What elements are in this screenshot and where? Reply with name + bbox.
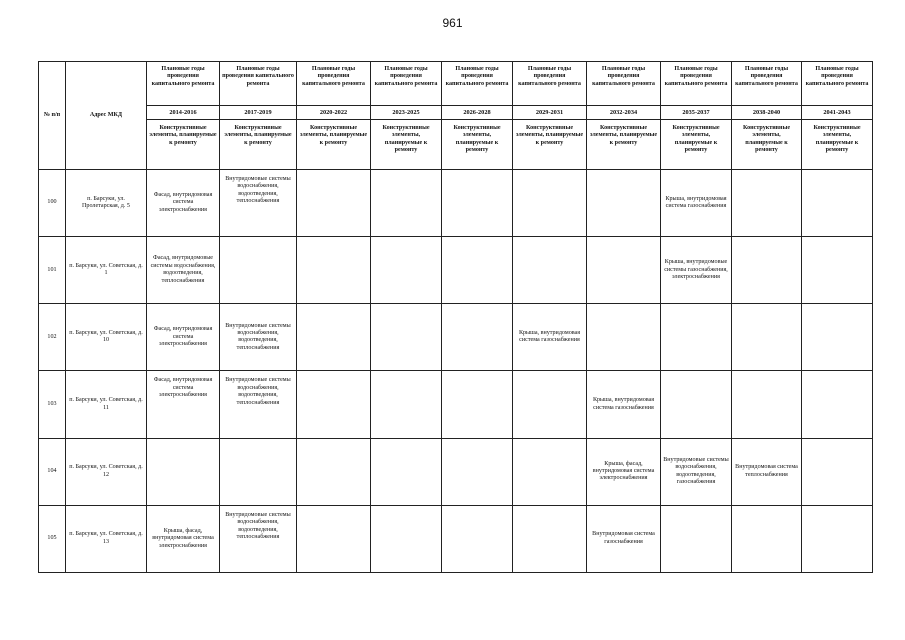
table-row [39, 304, 873, 371]
elements-header: Конструктивные элементы, планируемые к ремонту [587, 120, 661, 170]
page-number: 961 [442, 16, 463, 30]
repair-elements-cell: Крыша, внутридомовая система газоснабжения [513, 304, 587, 371]
repair-elements-cell: Внутридомовая система газоснабжения [587, 505, 661, 572]
table-row [39, 237, 873, 304]
repair-elements-cell [442, 371, 513, 438]
repair-elements-cell [661, 505, 732, 572]
period-years: 2020-2022 [297, 106, 371, 120]
header-row-period-titles [39, 62, 873, 106]
repair-elements-cell [732, 371, 802, 438]
period-years: 2017-2019 [220, 106, 297, 120]
repair-elements-cell: Фасад, внутридомовая система электроснабжения [147, 170, 220, 237]
repair-elements-cell [442, 505, 513, 572]
header-number: № п/п [39, 62, 66, 170]
repair-elements-cell [732, 505, 802, 572]
repair-elements-cell [587, 304, 661, 371]
repair-elements-cell [297, 170, 371, 237]
repair-elements-cell: Крыша, фасад, внутридомовая система электроснабжения [587, 438, 661, 505]
elements-header: Конструктивные элементы, планируемые к ремонту [802, 120, 873, 170]
repair-elements-cell: Внутридомовая система теплоснабжения [732, 438, 802, 505]
period-title: Плановые годы проведения капитального ремонта [802, 62, 873, 106]
repair-elements-cell: Внутридомовые системы водоснабжения, водоотведения, теплоснабжения [220, 371, 297, 438]
row-address: п. Барсуки, ул. Пролетарская, д. 5 [66, 170, 147, 237]
row-number: 100 [39, 170, 66, 237]
period-title: Плановые годы проведения капитального ремонта [220, 62, 297, 106]
period-title: Плановые годы проведения капитального ремонта [732, 62, 802, 106]
repair-elements-cell: Внутридомовые системы водоснабжения, водоотведения, теплоснабжения [220, 170, 297, 237]
table-row [39, 505, 873, 572]
row-number: 104 [39, 438, 66, 505]
repair-elements-cell: Фасад, внутридомовая система электроснабжения [147, 371, 220, 438]
header-row-years [39, 106, 873, 120]
repair-elements-cell [220, 438, 297, 505]
row-address: п. Барсуки, ул. Советская, д. 13 [66, 505, 147, 572]
repair-elements-cell [802, 237, 873, 304]
repair-elements-cell [371, 170, 442, 237]
repair-elements-cell [371, 237, 442, 304]
repair-elements-cell: Крыша, внутридомовая система газоснабжения [661, 170, 732, 237]
period-years: 2029-2031 [513, 106, 587, 120]
period-title: Плановые годы проведения капитального ремонта [587, 62, 661, 106]
repair-elements-cell [587, 237, 661, 304]
repair-elements-cell: Внутридомовые системы водоснабжения, водоотведения, теплоснабжения [220, 505, 297, 572]
repair-elements-cell [371, 371, 442, 438]
repair-elements-cell: Внутридомовые системы водоснабжения, водоотведения, газоснабжения [661, 438, 732, 505]
repair-elements-cell [297, 304, 371, 371]
repair-elements-cell [513, 438, 587, 505]
period-years: 2041-2043 [802, 106, 873, 120]
repair-elements-cell: Фасад, внутридомовые системы водоснабжения, водоотведения, теплоснабжения [147, 237, 220, 304]
repair-elements-cell [371, 505, 442, 572]
row-address: п. Барсуки, ул. Советская, д. 11 [66, 371, 147, 438]
row-number: 102 [39, 304, 66, 371]
elements-header: Конструктивные элементы, планируемые к ремонту [442, 120, 513, 170]
row-address: п. Барсуки, ул. Советская, д. 1 [66, 237, 147, 304]
repair-elements-cell [297, 438, 371, 505]
capital-repair-plan-table [38, 61, 873, 573]
repair-elements-cell [661, 304, 732, 371]
repair-elements-cell [371, 438, 442, 505]
table-row [39, 438, 873, 505]
row-address: п. Барсуки, ул. Советская, д. 12 [66, 438, 147, 505]
table-row [39, 170, 873, 237]
repair-elements-cell: Внутридомовые системы водоснабжения, водоотведения, теплоснабжения [220, 304, 297, 371]
repair-elements-cell [513, 170, 587, 237]
elements-header: Конструктивные элементы, планируемые к ремонту [732, 120, 802, 170]
repair-elements-cell [442, 438, 513, 505]
repair-elements-cell [587, 170, 661, 237]
header-address: Адрес МКД [66, 62, 147, 170]
repair-elements-cell [442, 304, 513, 371]
row-address: п. Барсуки, ул. Советская, д. 10 [66, 304, 147, 371]
repair-elements-cell [802, 170, 873, 237]
repair-elements-cell [802, 371, 873, 438]
period-title: Плановые годы проведения капитального ремонта [513, 62, 587, 106]
period-years: 2026-2028 [442, 106, 513, 120]
repair-elements-cell [147, 438, 220, 505]
period-years: 2032-2034 [587, 106, 661, 120]
repair-elements-cell: Крыша, внутридомовая система газоснабжения [587, 371, 661, 438]
repair-elements-cell [513, 505, 587, 572]
repair-elements-cell [220, 237, 297, 304]
repair-elements-cell [297, 237, 371, 304]
elements-header: Конструктивные элементы, планируемые к ремонту [297, 120, 371, 170]
repair-elements-cell [732, 304, 802, 371]
period-title: Плановые годы проведения капитального ремонта [442, 62, 513, 106]
period-title: Плановые годы проведения капитального ремонта [371, 62, 442, 106]
period-years: 2023-2025 [371, 106, 442, 120]
repair-elements-cell [442, 170, 513, 237]
elements-header: Конструктивные элементы, планируемые к ремонту [147, 120, 220, 170]
repair-elements-cell [513, 371, 587, 438]
repair-elements-cell [802, 505, 873, 572]
table-row [39, 371, 873, 438]
period-title: Плановые годы проведения капитального ремонта [147, 62, 220, 106]
header-row-elements [39, 120, 873, 170]
repair-elements-cell [442, 237, 513, 304]
elements-header: Конструктивные элементы, планируемые к ремонту [661, 120, 732, 170]
repair-elements-cell: Крыша, фасад, внутридомовая система электроснабжения [147, 505, 220, 572]
row-number: 105 [39, 505, 66, 572]
repair-elements-cell [802, 304, 873, 371]
repair-elements-cell [297, 371, 371, 438]
period-years: 2035-2037 [661, 106, 732, 120]
period-years: 2038-2040 [732, 106, 802, 120]
repair-elements-cell [732, 237, 802, 304]
repair-elements-cell [513, 237, 587, 304]
repair-elements-cell [732, 170, 802, 237]
elements-header: Конструктивные элементы, планируемые к ремонту [371, 120, 442, 170]
period-title: Плановые годы проведения капитального ремонта [661, 62, 732, 106]
repair-elements-cell [297, 505, 371, 572]
repair-elements-cell: Крыша, внутридомовые системы газоснабжения, электроснабжения [661, 237, 732, 304]
row-number: 103 [39, 371, 66, 438]
row-number: 101 [39, 237, 66, 304]
repair-elements-cell: Фасад, внутридомовая система электроснабжения [147, 304, 220, 371]
period-title: Плановые годы проведения капитального ремонта [297, 62, 371, 106]
period-years: 2014-2016 [147, 106, 220, 120]
repair-elements-cell [371, 304, 442, 371]
elements-header: Конструктивные элементы, планируемые к ремонту [220, 120, 297, 170]
repair-elements-cell [661, 371, 732, 438]
elements-header: Конструктивные элементы, планируемые к ремонту [513, 120, 587, 170]
repair-elements-cell [802, 438, 873, 505]
